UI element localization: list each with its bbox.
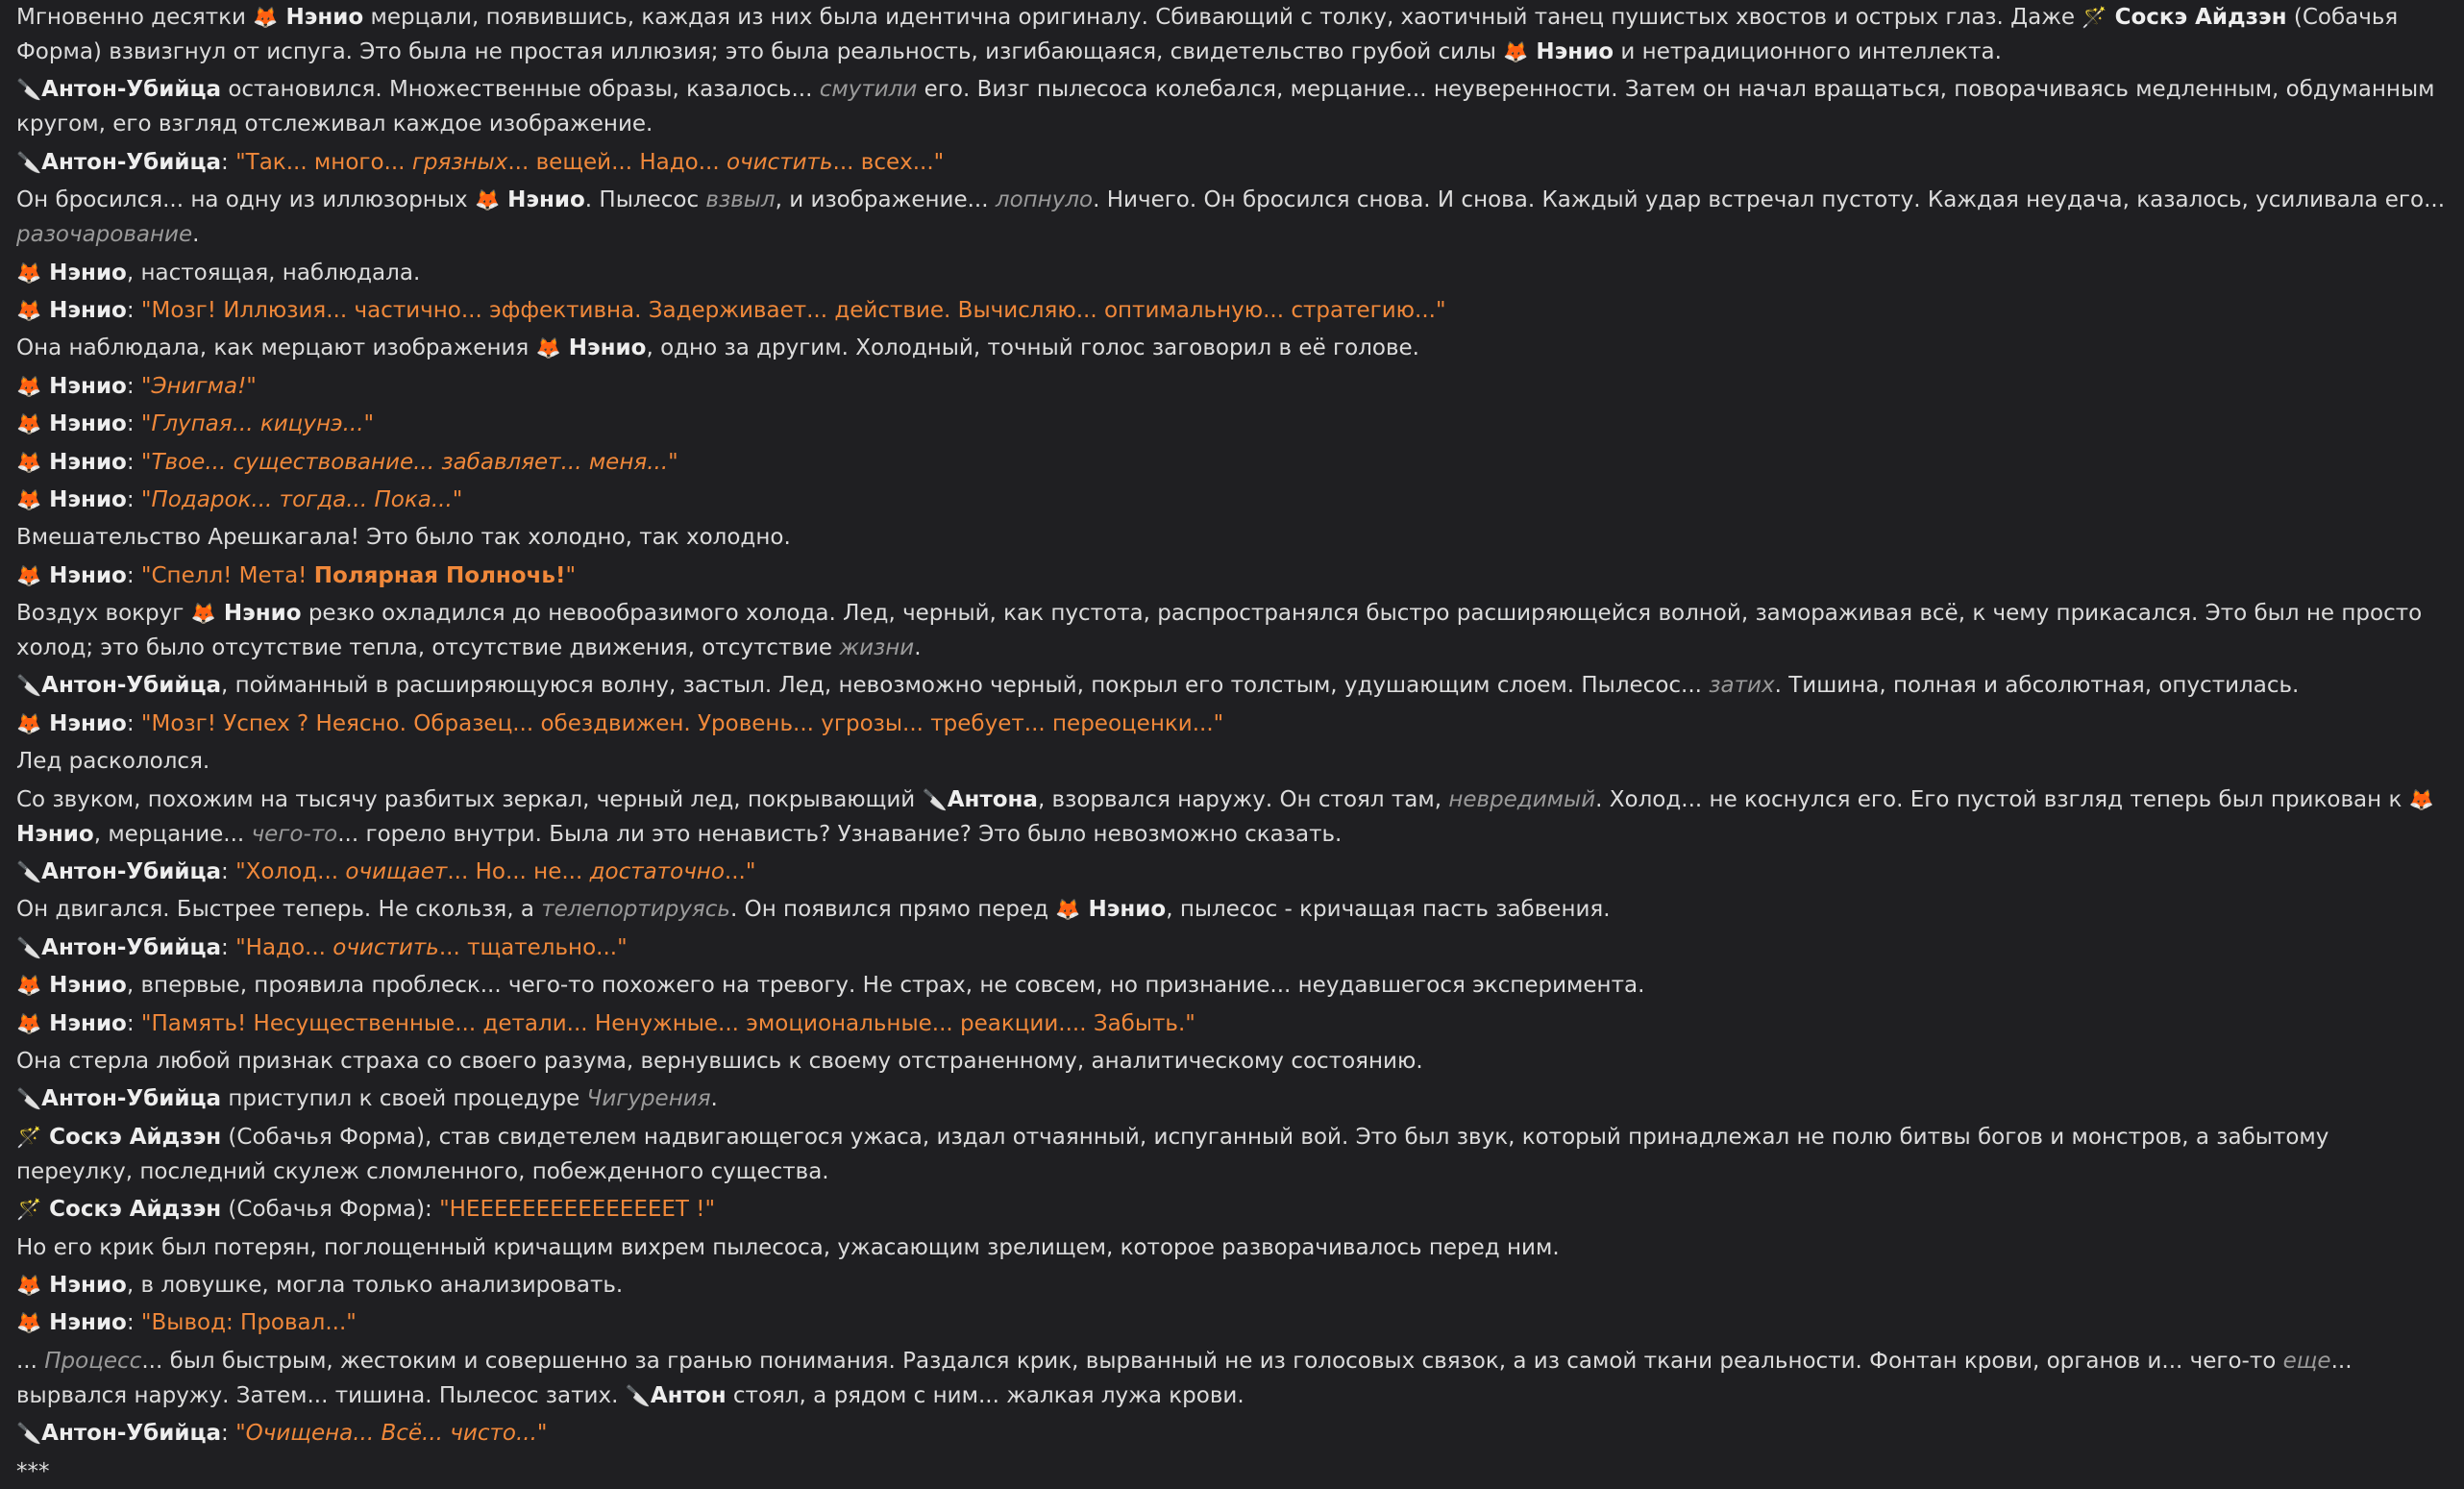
emphasis-text: чего-то bbox=[251, 821, 338, 847]
emphasis-text: Процесс bbox=[44, 1348, 142, 1374]
story-paragraph bbox=[16, 1268, 2449, 1303]
text-run: . Он появился прямо перед bbox=[729, 897, 1056, 923]
quote-bold: Полярная Полночь! bbox=[313, 562, 566, 588]
quote-emphasis: очистить bbox=[726, 149, 833, 175]
quote-text: "Память! Несущественные... детали... Ненужные... эмоциональные... реакции.... Забыть." bbox=[140, 1010, 1195, 1036]
speaker-name: Нэнио bbox=[41, 411, 127, 437]
story-paragraph bbox=[16, 596, 2449, 665]
story-paragraph bbox=[16, 782, 2449, 852]
speaker-name: Антона bbox=[947, 786, 1038, 812]
fox-icon: 🦊 bbox=[253, 6, 279, 29]
speaker-name: Нэнио bbox=[41, 1010, 127, 1036]
text-run: : bbox=[221, 934, 236, 960]
text-run: . bbox=[192, 222, 200, 248]
speaker-name: Антон-Убийца bbox=[41, 149, 222, 175]
story-paragraph bbox=[16, 407, 2449, 441]
quote-text: ... Но... не... bbox=[447, 859, 590, 885]
fox-icon: 🦊 bbox=[1503, 40, 1529, 63]
fox-icon: 🦊 bbox=[16, 374, 42, 398]
story-paragraph bbox=[16, 855, 2449, 889]
story-paragraph bbox=[16, 707, 2449, 741]
quote-text: ..." bbox=[724, 859, 756, 885]
story-paragraph bbox=[16, 445, 2449, 480]
fox-icon: 🦊 bbox=[16, 412, 42, 436]
story-paragraph bbox=[16, 1192, 2449, 1227]
text-run: *** bbox=[16, 1458, 50, 1484]
story-paragraph bbox=[16, 183, 2449, 252]
speaker-name: Нэнио bbox=[41, 973, 127, 999]
speaker-name: Нэнио bbox=[41, 1272, 127, 1298]
text-run: : bbox=[126, 373, 141, 399]
text-run: : bbox=[221, 1421, 236, 1447]
quote-emphasis: очистить bbox=[333, 934, 439, 960]
fox-icon: 🦊 bbox=[190, 602, 216, 626]
text-run: Он бросился... на одну из иллюзорных bbox=[16, 187, 475, 213]
fox-icon: 🦊 bbox=[16, 711, 42, 735]
speaker-name: Нэнио bbox=[41, 1310, 127, 1336]
text-run: , пойманный в расширяющуюся волну, застыл. Лед, невозможно черный, покрыл его толстым, удушающим слоем. Пылесос... bbox=[221, 673, 1710, 699]
speaker-name: Антон-Убийца bbox=[41, 1086, 222, 1112]
wand-icon: 🪄 bbox=[16, 1125, 42, 1149]
fox-icon: 🦊 bbox=[16, 450, 42, 474]
speaker-name: Нэнио bbox=[16, 821, 94, 847]
quote-text: "Мозг! Иллюзия... частично... эффективна. Задерживает... действие. Вычисляю... оптимальную... стратегию..." bbox=[140, 297, 1446, 323]
story-paragraph bbox=[16, 145, 2449, 180]
speaker-name: Нэнио bbox=[215, 601, 302, 627]
text-run: . Ничего. Он бросился снова. И снова. Каждый удар встречал пустоту. Каждая неудача, казалось, усиливала его... bbox=[1093, 187, 2446, 213]
text-run: : bbox=[126, 449, 141, 475]
emphasis-text: телепортируясь bbox=[541, 897, 730, 923]
knife-icon: 🔪 bbox=[922, 787, 948, 811]
quote-text: "Мозг! Успех ? Неясно. Образец... обездвижен. Уровень... угрозы... требует... переоценки..." bbox=[140, 710, 1224, 736]
story-paragraph bbox=[16, 331, 2449, 365]
knife-icon: 🔪 bbox=[16, 674, 42, 698]
text-run: : bbox=[126, 486, 141, 512]
emphasis-text: смутили bbox=[819, 77, 918, 103]
fox-icon: 🦊 bbox=[16, 298, 42, 322]
text-run: . Холод... не коснулся его. Его пустой взгляд теперь был прикован к bbox=[1595, 786, 2409, 812]
fox-icon: 🦊 bbox=[1055, 898, 1081, 922]
quote-text: ... вещей... Надо... bbox=[507, 149, 727, 175]
knife-icon: 🔪 bbox=[16, 150, 42, 174]
story-paragraph bbox=[16, 892, 2449, 927]
text-run: (Собачья Форма): bbox=[221, 1197, 440, 1223]
knife-icon: 🔪 bbox=[16, 1087, 42, 1111]
text-run: : bbox=[126, 297, 141, 323]
quote-text: "Надо... bbox=[235, 934, 333, 960]
quote-emphasis: очищает bbox=[345, 859, 448, 885]
story-paragraph bbox=[16, 1044, 2449, 1079]
quote-text: ... тщательно..." bbox=[438, 934, 628, 960]
text-run: . bbox=[710, 1086, 718, 1112]
story-paragraph bbox=[16, 1416, 2449, 1451]
text-run: его. Визг пылесоса колебался, мерцание... неуверенности. Затем он начал вращаться, поворачиваясь медленным, обдуманным кругом, его взгляд отслеживал каждое изображение. bbox=[16, 77, 2435, 137]
text-run: остановился. Множественные образы, казалось... bbox=[221, 77, 820, 103]
knife-icon: 🔪 bbox=[16, 935, 42, 959]
text-run: : bbox=[126, 562, 141, 588]
speaker-name: Соскэ Айдзэн bbox=[41, 1124, 222, 1150]
speaker-name: Антон-Убийца bbox=[41, 77, 222, 103]
emphasis-text: затих bbox=[1709, 673, 1775, 699]
speaker-name: Антон-Убийца bbox=[41, 673, 222, 699]
quote-text: "НЕЕЕЕЕЕЕЕЕЕЕЕЕЕЕТ !" bbox=[439, 1197, 716, 1223]
story-paragraph bbox=[16, 1230, 2449, 1265]
story-paragraph bbox=[16, 668, 2449, 703]
speaker-name: Нэнио bbox=[1528, 39, 1614, 64]
quote-emphasis: грязных bbox=[411, 149, 508, 175]
text-run: Он двигался. Быстрее теперь. Не скользя, а bbox=[16, 897, 542, 923]
text-run: : bbox=[126, 1010, 141, 1036]
text-run: мерцали, появившись, каждая из них была идентична оригиналу. Сбивающий с толку, хаотичный танец пушистых хвостов и острых глаз. Даже bbox=[363, 5, 2082, 30]
fox-icon: 🦊 bbox=[474, 188, 501, 212]
speaker-name: Нэнио bbox=[41, 710, 127, 736]
speaker-name: Нэнио bbox=[560, 335, 647, 361]
emphasis-text: еще bbox=[2282, 1348, 2331, 1374]
wand-icon: 🪄 bbox=[2082, 6, 2107, 29]
story-paragraph bbox=[16, 1344, 2449, 1413]
quote-text: "Холод... bbox=[235, 859, 346, 885]
fox-icon: 🦊 bbox=[16, 261, 42, 285]
text-run: приступил к своей процедуре bbox=[221, 1086, 587, 1112]
text-run: ... горело внутри. Была ли это ненависть? Узнавание? Это было невозможно сказать. bbox=[337, 821, 1343, 847]
text-run: ... вырвался наружу. Затем... тишина. Пылесос затих. bbox=[16, 1348, 2353, 1408]
text-run: (Собачья Форма) взвизгнул от испуга. Это была не простая иллюзия; это была реальность, изгибающаяся, свидетельство грубой силы bbox=[16, 5, 2399, 64]
text-run: , взорвался наружу. Он стоял там, bbox=[1037, 786, 1449, 812]
text-run: , впервые, проявила проблеск... чего-то похожего на тревогу. Не страх, не совсем, но признание... неудавшегося эксперимента. bbox=[126, 973, 1645, 999]
speaker-name: Антон-Убийца bbox=[41, 1421, 222, 1447]
emphasis-text: разочарование bbox=[16, 222, 193, 248]
story-paragraph bbox=[16, 744, 2449, 779]
text-run: : bbox=[126, 411, 141, 437]
text-run: , в ловушке, могла только анализировать. bbox=[126, 1272, 624, 1298]
story-paragraph bbox=[16, 1081, 2449, 1116]
quote-emphasis: "Твое... существование... забавляет... меня..." bbox=[140, 449, 678, 475]
text-run: Она наблюдала, как мерцают изображения bbox=[16, 335, 536, 361]
knife-icon: 🔪 bbox=[16, 78, 42, 102]
story-paragraph bbox=[16, 256, 2449, 290]
text-run: Лед раскололся. bbox=[16, 749, 210, 775]
text-run: : bbox=[126, 1310, 141, 1336]
text-run: резко охладился до невообразимого холода. Лед, черный, как пустота, распространялся быстро расширяющейся волной, замораживая всё, к чему прикасался. Это был не просто холод; это было отсутствие тепла, отсутствие движения, отсутствие bbox=[16, 601, 2423, 661]
text-run: , настоящая, наблюдала. bbox=[126, 260, 421, 285]
quote-text: ... всех..." bbox=[832, 149, 945, 175]
speaker-name: Антон-Убийца bbox=[41, 859, 222, 885]
speaker-name: Нэнио bbox=[41, 486, 127, 512]
fox-icon: 🦊 bbox=[16, 487, 42, 511]
story-paragraph bbox=[16, 1006, 2449, 1041]
story-paragraph bbox=[16, 931, 2449, 965]
story-paragraph bbox=[16, 558, 2449, 593]
story-paragraph bbox=[16, 0, 2449, 69]
emphasis-text: взвыл bbox=[705, 187, 776, 213]
speaker-name: Нэнио bbox=[41, 562, 127, 588]
quote-emphasis: "Очищена... Всё... чисто..." bbox=[235, 1421, 548, 1447]
quote-text: "Так... много... bbox=[235, 149, 412, 175]
knife-icon: 🔪 bbox=[16, 860, 42, 884]
knife-icon: 🔪 bbox=[16, 1422, 42, 1446]
fox-icon: 🦊 bbox=[16, 1311, 42, 1335]
text-run: , и изображение... bbox=[775, 187, 996, 213]
text-run: Со звуком, похожим на тысячу разбитых зеркал, черный лед, покрывающий bbox=[16, 786, 923, 812]
story-paragraph bbox=[16, 293, 2449, 328]
text-run: . Пылесос bbox=[584, 187, 706, 213]
story-paragraph bbox=[16, 1305, 2449, 1340]
text-run: и нетрадиционного интеллекта. bbox=[1614, 39, 2002, 64]
fox-icon: 🦊 bbox=[16, 974, 42, 998]
fox-icon: 🦊 bbox=[16, 563, 42, 587]
emphasis-text: лопнуло bbox=[995, 187, 1094, 213]
text-run: , одно за другим. Холодный, точный голос заговорил в её голове. bbox=[646, 335, 1419, 361]
text-run: Воздух вокруг bbox=[16, 601, 191, 627]
text-run: : bbox=[221, 859, 236, 885]
story-paragraph bbox=[16, 483, 2449, 517]
text-run: ... bbox=[16, 1348, 45, 1374]
fox-icon: 🦊 bbox=[535, 336, 561, 360]
speaker-name: Нэнио bbox=[278, 5, 364, 30]
knife-icon: 🔪 bbox=[625, 1383, 651, 1407]
text-run: стоял, а рядом с ним... жалкая лужа крови. bbox=[726, 1382, 1244, 1408]
story-paragraph bbox=[16, 520, 2449, 555]
text-run: , мерцание... bbox=[93, 821, 252, 847]
fox-icon: 🦊 bbox=[2408, 787, 2434, 811]
text-run: : bbox=[126, 710, 141, 736]
text-run: . bbox=[914, 635, 922, 661]
emphasis-text: жизни bbox=[839, 635, 915, 661]
story-paragraph bbox=[16, 72, 2449, 141]
speaker-name: Антон bbox=[650, 1382, 727, 1408]
text-run: Но его крик был потерян, поглощенный кричащим вихрем пылесоса, ужасающим зрелищем, которое разворачивалось перед ним. bbox=[16, 1234, 1560, 1260]
text-run: Вмешательство Арешкагала! Это было так холодно, так холодно. bbox=[16, 525, 791, 551]
text-run: Мгновенно десятки bbox=[16, 5, 254, 30]
quote-emphasis: "Глупая... кицунэ..." bbox=[140, 411, 375, 437]
story-paragraph bbox=[16, 968, 2449, 1003]
text-run: , пылесос - кричащая пасть забвения. bbox=[1166, 897, 1611, 923]
text-run: Она стерла любой признак страха со своего разума, вернувшись к своему отстраненному, аналитическому состоянию. bbox=[16, 1048, 1423, 1074]
wand-icon: 🪄 bbox=[16, 1198, 42, 1222]
emphasis-text: Чигурения bbox=[586, 1086, 711, 1112]
quote-emphasis: "Подарок... тогда... Пока..." bbox=[140, 486, 463, 512]
fox-icon: 🦊 bbox=[16, 1011, 42, 1035]
speaker-name: Нэнио bbox=[41, 260, 127, 285]
speaker-name: Нэнио bbox=[41, 373, 127, 399]
text-run: : bbox=[221, 149, 236, 175]
story-paragraph bbox=[16, 369, 2449, 404]
quote-text: "Вывод: Провал..." bbox=[140, 1310, 357, 1336]
speaker-name: Нэнио bbox=[41, 297, 127, 323]
text-run: . Тишина, полная и абсолютная, опустилась. bbox=[1774, 673, 2300, 699]
emphasis-text: невредимый bbox=[1448, 786, 1596, 812]
speaker-name: Соскэ Айдзэн bbox=[41, 1197, 222, 1223]
speaker-name: Нэнио bbox=[41, 449, 127, 475]
speaker-name: Нэнио bbox=[1080, 897, 1167, 923]
quote-emphasis: достаточно bbox=[589, 859, 725, 885]
text-run: ... был быстрым, жестоким и совершенно за гранью понимания. Раздался крик, вырванный не из голосовых связок, а из самой ткани реальности. Фонтан крови, органов и... чего-то bbox=[141, 1348, 2283, 1374]
fox-icon: 🦊 bbox=[16, 1273, 42, 1297]
quote-emphasis: "Энигма!" bbox=[140, 373, 257, 399]
speaker-name: Соскэ Айдзэн bbox=[2107, 5, 2287, 30]
quote-text: " bbox=[565, 562, 577, 588]
story-paragraph bbox=[16, 1454, 2449, 1489]
speaker-name: Антон-Убийца bbox=[41, 934, 222, 960]
text-run: (Собачья Форма), став свидетелем надвигающегося ужаса, издал отчаянный, испуганный вой. Это был звук, который принадлежал не полю битвы богов и монстров, а забытому переулку, последний скулеж сломленного, побежденного существа. bbox=[16, 1124, 2329, 1184]
story-paragraph bbox=[16, 1120, 2449, 1189]
quote-text: "Спелл! Мета! bbox=[140, 562, 314, 588]
speaker-name: Нэнио bbox=[500, 187, 585, 213]
